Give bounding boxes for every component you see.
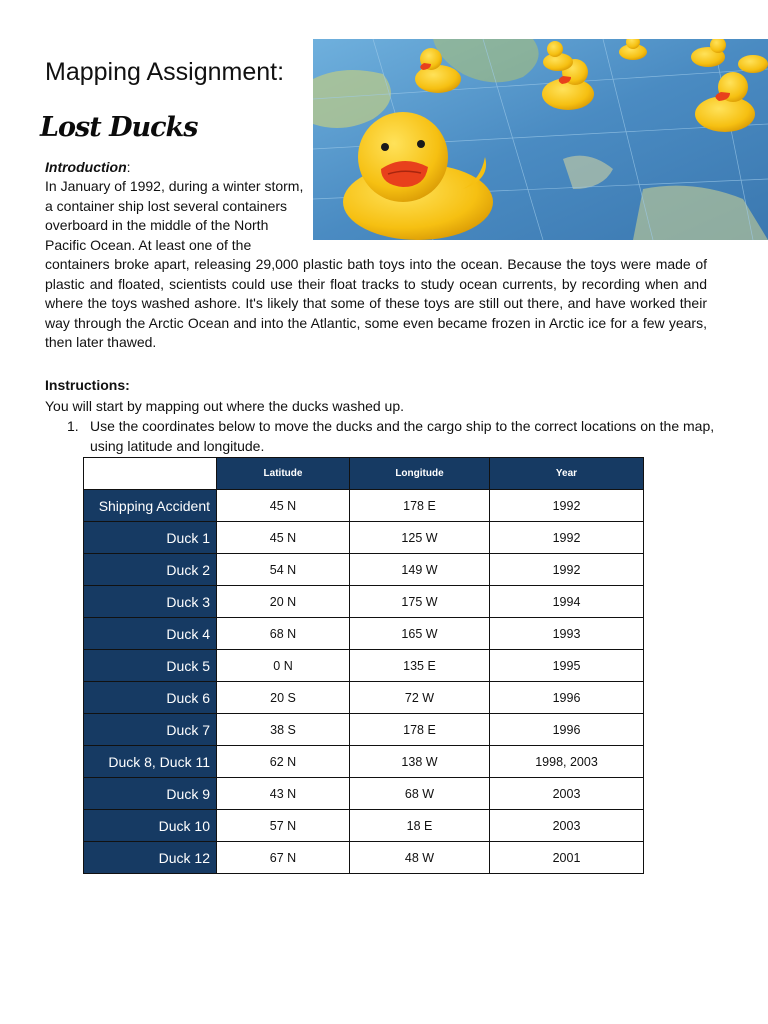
longitude-cell: 18 E <box>350 810 490 842</box>
year-cell: 1994 <box>490 586 644 618</box>
table-row <box>84 714 644 746</box>
latitude-cell: 20 N <box>217 586 350 618</box>
instruction-step-number: 1. <box>67 418 79 434</box>
year-cell: 2001 <box>490 842 644 874</box>
hero-image <box>313 39 768 240</box>
year-cell: 1992 <box>490 522 644 554</box>
table-header-longitude: Longitude <box>350 458 490 490</box>
latitude-cell: 20 S <box>217 682 350 714</box>
latitude-cell: 45 N <box>217 490 350 522</box>
instructions-text: You will start by mapping out where the ducks washed up. <box>45 398 405 414</box>
introduction-paragraph-wide: containers broke apart, releasing 29,000 plastic bath toys into the ocean. Because the toys were made of plastic and floated, scientists could use their float tracks to study ocean currents, by recording when and where the toys washed ashore. It's likely that some of these toys are still out there, and have worked their way through the Arctic Ocean and into the Atlantic, some even became frozen in Arctic ice for a few years, then later thawed. <box>45 256 707 350</box>
introduction-heading-colon: : <box>126 159 131 175</box>
longitude-cell: 178 E <box>350 714 490 746</box>
longitude-cell: 149 W <box>350 554 490 586</box>
row-label: Duck 5 <box>84 650 217 682</box>
year-cell: 1996 <box>490 682 644 714</box>
longitude-cell: 72 W <box>350 682 490 714</box>
year-cell: 1992 <box>490 490 644 522</box>
instructions-heading: Instructions: <box>45 377 130 393</box>
instruction-step-text: Use the coordinates below to move the ducks and the cargo ship to the correct locations on the map, using latitude and longitude. <box>90 418 715 454</box>
introduction-paragraph-narrow: In January of 1992, during a winter storm, a container ship lost several containers overboard in the middle of the North Pacific Ocean. At least one of the <box>45 178 304 253</box>
latitude-cell: 43 N <box>217 778 350 810</box>
latitude-cell: 57 N <box>217 810 350 842</box>
introduction-heading-label: Introduction <box>45 159 127 175</box>
rubber-duck-map-photo-icon <box>313 39 768 240</box>
page-title: Mapping Assignment: <box>45 58 285 86</box>
row-label: Shipping Accident <box>84 490 217 522</box>
longitude-cell: 48 W <box>350 842 490 874</box>
row-label: Duck 1 <box>84 522 217 554</box>
table-row <box>84 586 644 618</box>
row-label: Duck 9 <box>84 778 217 810</box>
table-row <box>84 554 644 586</box>
year-cell: 1995 <box>490 650 644 682</box>
longitude-cell: 135 E <box>350 650 490 682</box>
table-header-row <box>84 458 644 490</box>
table-row <box>84 650 644 682</box>
latitude-cell: 68 N <box>217 618 350 650</box>
table-row <box>84 682 644 714</box>
year-cell: 2003 <box>490 778 644 810</box>
table-row <box>84 778 644 810</box>
coordinates-table <box>83 457 644 874</box>
table-header-latitude: Latitude <box>217 458 350 490</box>
row-label: Duck 7 <box>84 714 217 746</box>
table-row <box>84 618 644 650</box>
table-row <box>84 842 644 874</box>
table-row <box>84 490 644 522</box>
latitude-cell: 54 N <box>217 554 350 586</box>
row-label: Duck 4 <box>84 618 217 650</box>
row-label: Duck 12 <box>84 842 217 874</box>
latitude-cell: 0 N <box>217 650 350 682</box>
latitude-cell: 45 N <box>217 522 350 554</box>
page-subtitle: Lost Ducks <box>40 112 198 143</box>
latitude-cell: 38 S <box>217 714 350 746</box>
row-label: Duck 6 <box>84 682 217 714</box>
longitude-cell: 138 W <box>350 746 490 778</box>
table-header-year: Year <box>490 458 644 490</box>
year-cell: 1996 <box>490 714 644 746</box>
row-label: Duck 3 <box>84 586 217 618</box>
longitude-cell: 125 W <box>350 522 490 554</box>
year-cell: 2003 <box>490 810 644 842</box>
row-label: Duck 2 <box>84 554 217 586</box>
longitude-cell: 68 W <box>350 778 490 810</box>
row-label: Duck 8, Duck 11 <box>84 746 217 778</box>
table-row <box>84 522 644 554</box>
longitude-cell: 175 W <box>350 586 490 618</box>
table-header-corner <box>84 458 217 490</box>
row-label: Duck 10 <box>84 810 217 842</box>
introduction-heading <box>45 159 131 175</box>
table-row <box>84 746 644 778</box>
longitude-cell: 178 E <box>350 490 490 522</box>
latitude-cell: 62 N <box>217 746 350 778</box>
year-cell: 1998, 2003 <box>490 746 644 778</box>
latitude-cell: 67 N <box>217 842 350 874</box>
longitude-cell: 165 W <box>350 618 490 650</box>
year-cell: 1993 <box>490 618 644 650</box>
table-row <box>84 810 644 842</box>
year-cell: 1992 <box>490 554 644 586</box>
